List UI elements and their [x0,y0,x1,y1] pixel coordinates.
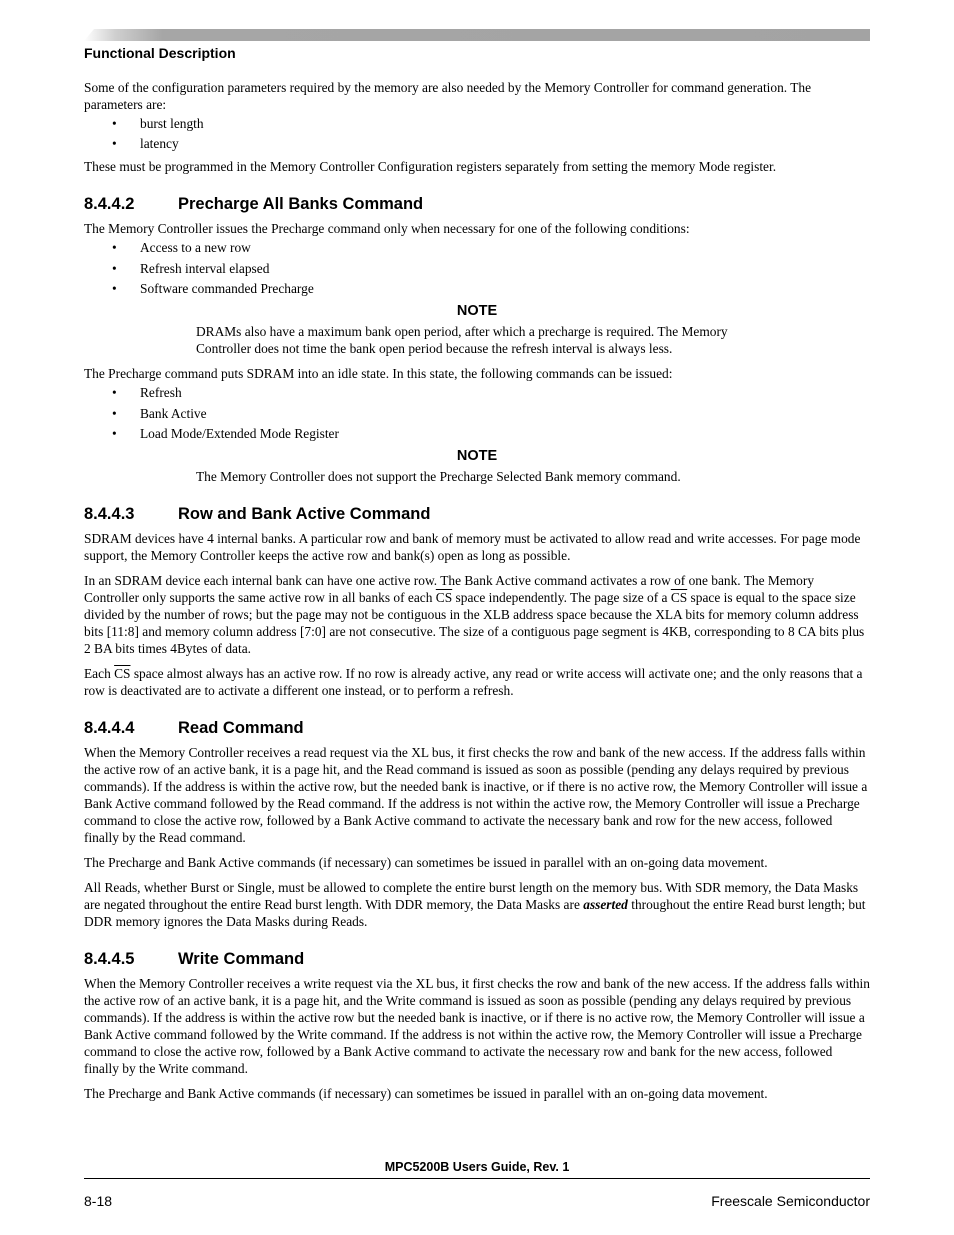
list-item: • Load Mode/Extended Mode Register [84,425,870,442]
emphasis-text: asserted [583,896,628,912]
paragraph: When the Memory Controller receives a write request via the XL bus, it first checks the row and bank of the new access. If the address falls within the active row of an active bank, it is a page hit, and the Write command is issued as soon as possible (pending any delays required by previous commands). If the address is within the active row but the needed bank is inactive, or if there is no active row, the Memory Controller will issue a Bank Active command followed by the Write command. If the address is not within the active row, the Memory Controller will issue a Precharge command to close the active row, followed by a Bank Active command to activate the necessary row and bank for the new access, followed finally by the Write command. [84,975,870,1076]
header-decorative-bar [84,29,870,41]
note-title: NOTE [456,303,498,320]
section-number: 8.4.4.3 [84,504,135,523]
paragraph: The Precharge command puts SDRAM into an idle state. In this state, the following commands can be issued: [84,366,673,382]
cs-signal: $\overline{CS}$ [114,665,131,681]
paragraph: The Precharge and Bank Active commands (if necessary) can sometimes be issued in parallel with an on-going data movement. [84,854,768,870]
list-item: • Bank Active [84,405,870,422]
text-run: space almost always has an active row. If no row is already active, any read or write access will activate one; and the only reasons that a row is deactivated are to activate a different one instead, or to perform a refresh. [84,665,863,698]
note-body: The Memory Controller does not support the Precharge Selected Bank memory command. [196,468,681,484]
section-heading [84,719,870,738]
list-item: • Access to a new row [84,239,870,256]
footer-divider [84,1178,870,1179]
list-item: • Refresh [84,384,870,401]
paragraph: Some of the configuration parameters required by the memory are also needed by the Memory Controller for command generation. The parameters are: [84,80,812,112]
bullet-list [84,115,870,152]
list-item: • Refresh interval elapsed [84,260,870,277]
text-run: In an SDRAM device each internal bank can have one active row. The Bank Active command activates a row of one bank. The Memory Controller only supports the same active row in all banks of each [84,572,815,605]
list-item: • burst length [84,115,870,132]
section-heading [84,505,870,524]
paragraph [84,572,870,657]
section-number: 8.4.4.4 [84,718,135,737]
section-number: 8.4.4.2 [84,195,135,214]
footer-company: Freescale Semiconductor [711,1193,870,1209]
text-run: throughout the entire Read burst length; but DDR memory ignores the Data Masks during Reads. [84,896,866,929]
paragraph: When the Memory Controller receives a read request via the XL bus, it first checks the row and bank of the new access. If the address falls within the active row of an active bank, it is a page hit, and the Read command is issued as soon as possible (pending any delays required by previous commands). If the address is within the active row, but the needed bank is inactive, or if there is no active row, the Memory Controller will issue a Bank Active command followed by the Read command. If the address is not within the active row, the Memory Controller will issue a Precharge command to close the active row, followed by a Bank Active command to activate the necessary bank and row for the new access, followed finally by the Read command. [84,744,868,845]
text-run: space is equal to the space size divided by the number of rows; but the page may not be contiguous in the XLB address space because the XLA bits for memory column address bits [11:8] and memory column address [7:0] are not consecutive. The size of a contiguous page segment is 4KB, corresponding to 8 CA bits plus 2 BA bits times 4Bytes of data. [84,589,865,656]
text-run: Each [84,665,115,681]
section-title: Precharge All Banks Command [178,195,424,214]
section-heading [84,950,870,969]
running-head: Functional Description [84,45,236,61]
text-run: space independently. The page size of a [452,589,671,605]
paragraph [84,879,870,930]
section-title: Write Command [178,949,305,968]
cs-signal: $\overline{CS}$ [435,589,453,605]
list-item: • latency [84,135,870,152]
text-run: All Reads, whether Burst or Single, must be allowed to complete the entire burst length on the memory bus. With SDR memory, the Data Masks are negated throughout the entire Read burst length. With DDR memory, the Data Masks are [84,879,859,912]
paragraph [84,665,870,699]
section-number: 8.4.4.5 [84,949,135,968]
bullet-list [84,239,870,297]
page-number: 8-18 [84,1193,113,1209]
cs-signal: $\overline{CS}$ [670,589,688,605]
page-content [84,79,870,1110]
paragraph: SDRAM devices have 4 internal banks. A particular row and bank of memory must be activated to allow read and write accesses. For page mode support, the Memory Controller keeps the active row and bank(s) open as long as possible. [84,530,861,563]
note-body: DRAMs also have a maximum bank open period, after which a precharge is required. The Memory Controller does not time the bank open period because the refresh interval is always less. [196,324,728,357]
paragraph: These must be programmed in the Memory Controller Configuration registers separately from setting the memory Mode register. [84,159,777,175]
footer-title: MPC5200B Users Guide, Rev. 1 [384,1160,570,1174]
section-heading [84,195,870,214]
paragraph: The Memory Controller issues the Precharge command only when necessary for one of the following conditions: [84,221,690,237]
section-title: Row and Bank Active Command [178,504,431,523]
note-title: NOTE [456,447,498,464]
bullet-list [84,384,870,442]
list-item: • Software commanded Precharge [84,280,870,297]
paragraph: The Precharge and Bank Active commands (if necessary) can sometimes be issued in parallel with an on-going data movement. [84,1085,768,1101]
section-title: Read Command [178,718,304,737]
